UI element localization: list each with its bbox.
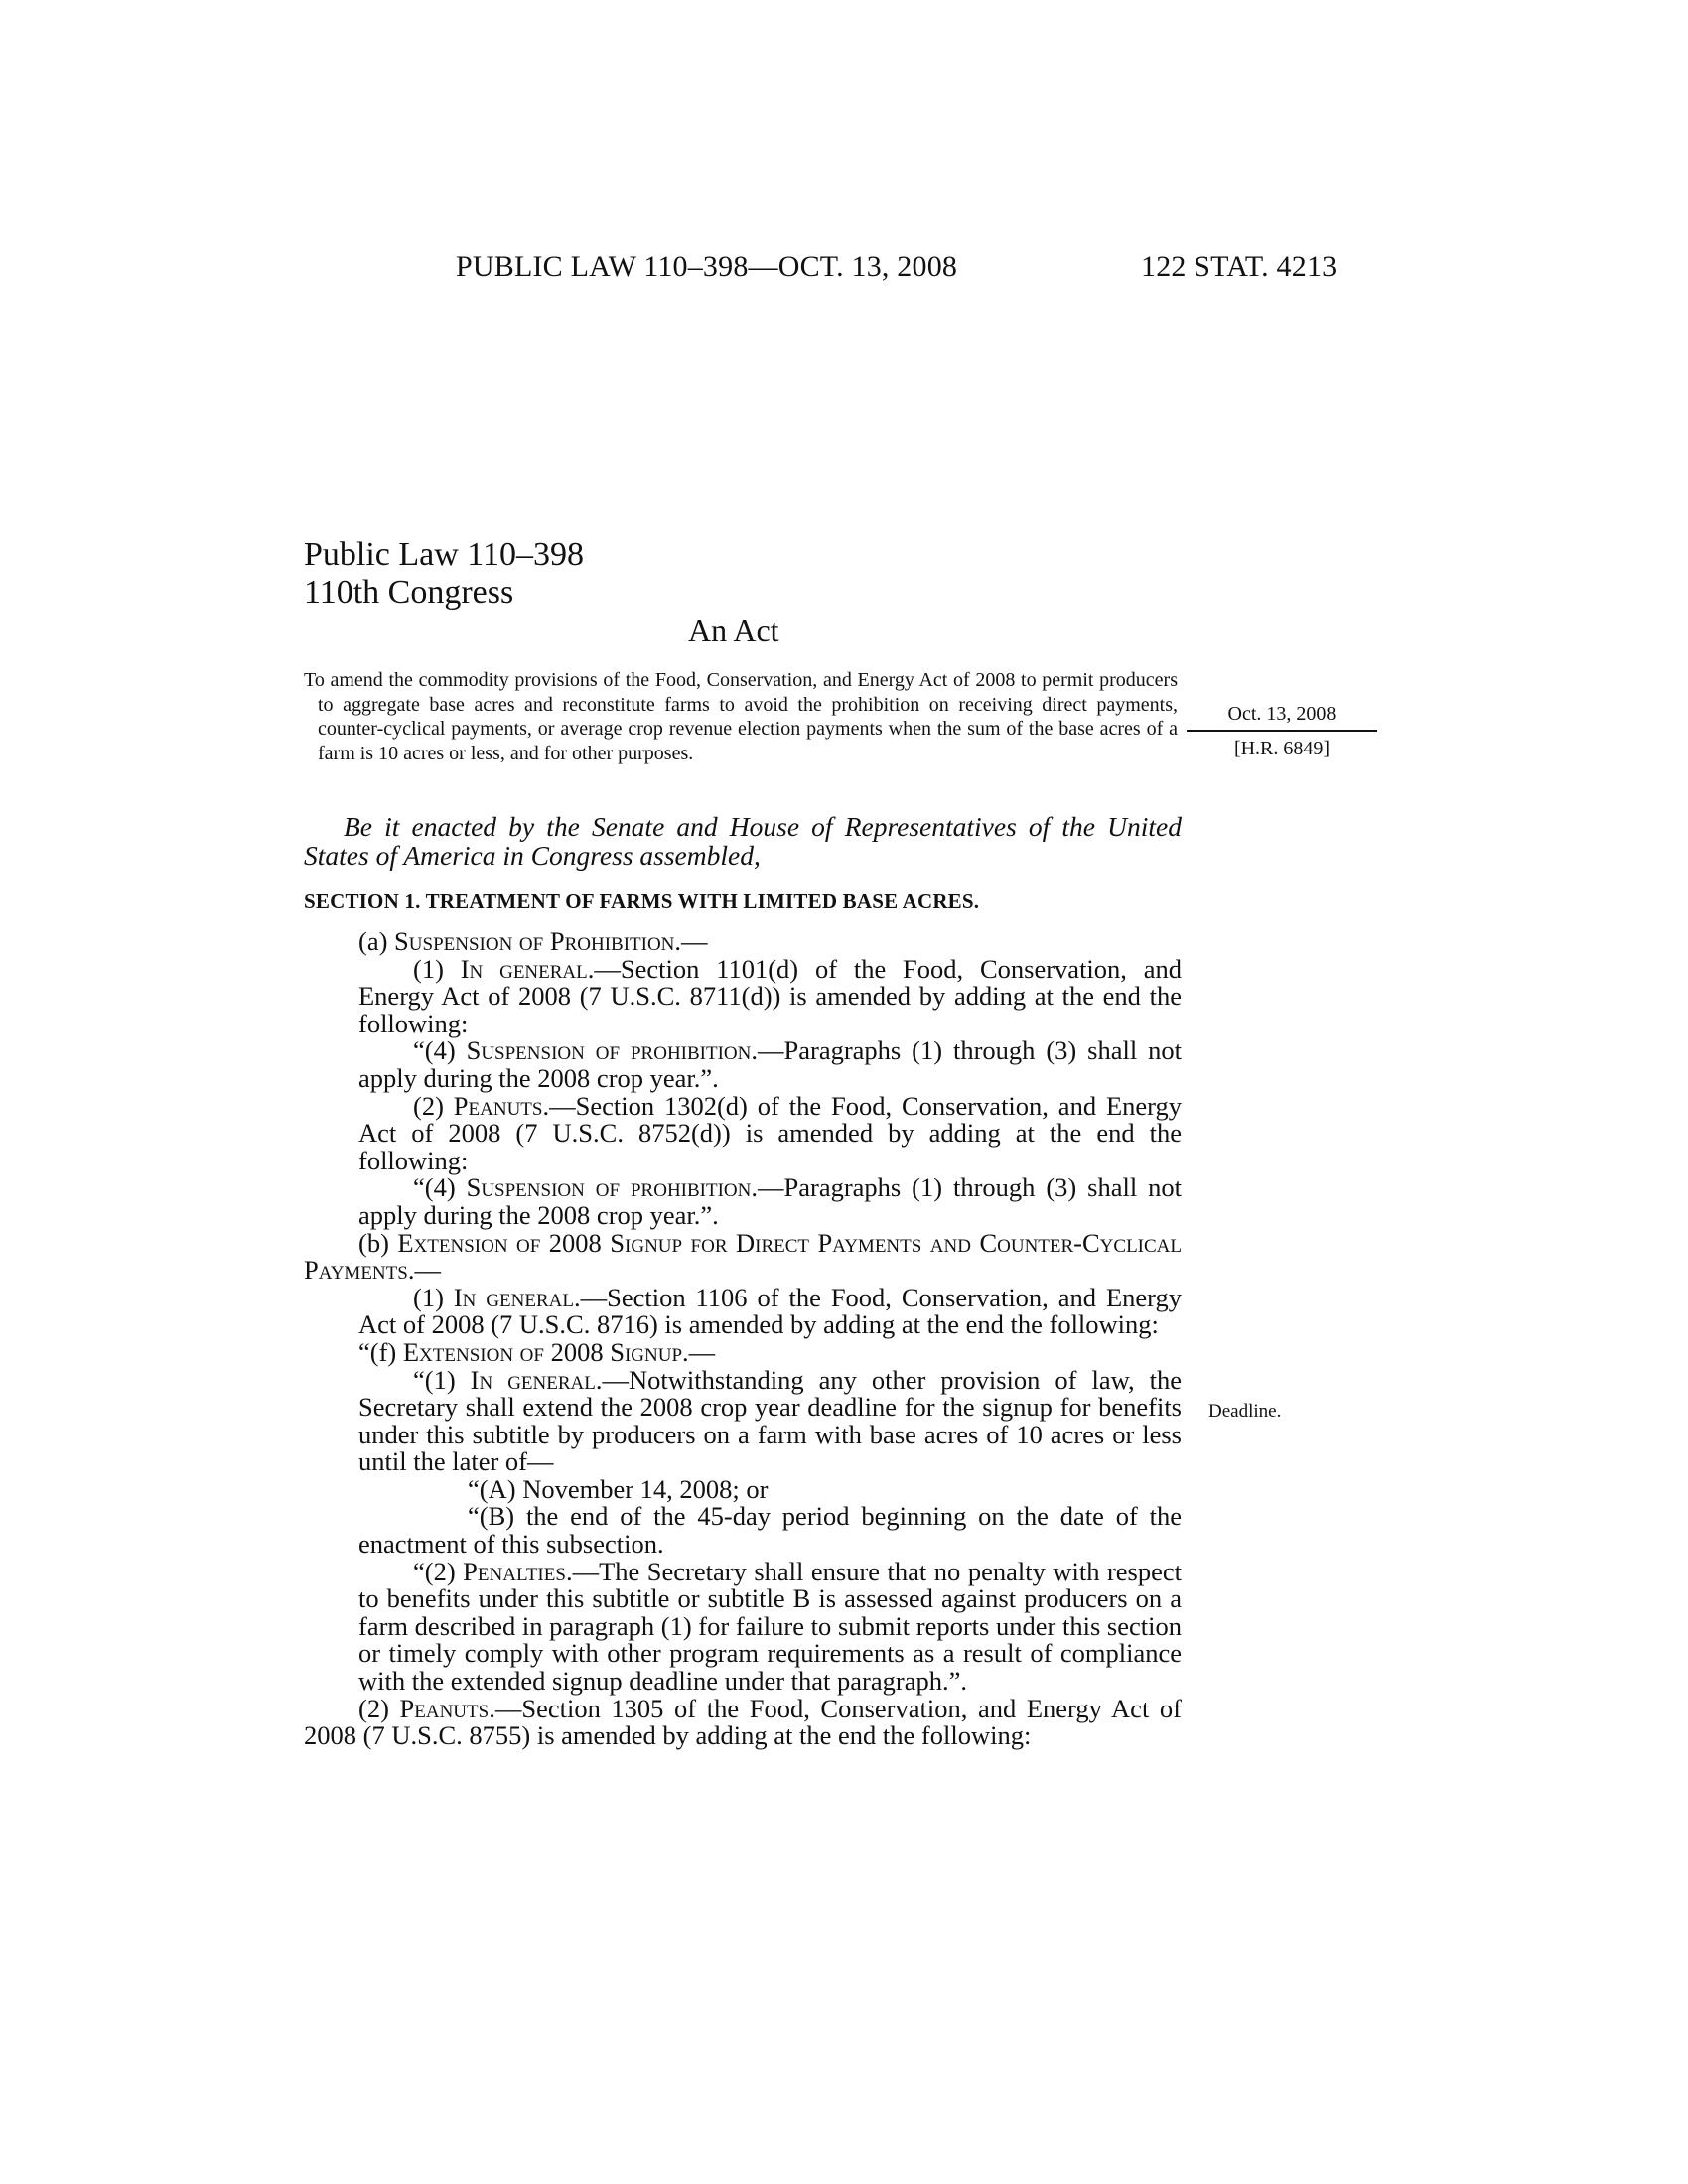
section-heading: SECTION 1. TREATMENT OF FARMS WITH LIMITED BASE ACRES. — [304, 889, 980, 913]
paragraph: (1) In general.—Section 1106 of the Food, Conservation, and Energy Act of 2008 (7 U.S.C. 8716) is amended by adding at the end the following: — [358, 1282, 1182, 1340]
paragraph: “(4) Suspension of prohibition.—Paragraphs (1) through (3) shall not apply during the 2008 crop year.”. — [358, 1172, 1182, 1230]
running-header-page: 122 STAT. 4213 — [1141, 250, 1337, 283]
paragraph: “(4) Suspension of prohibition.—Paragraphs (1) through (3) shall not apply during the 2008 crop year.”. — [358, 1035, 1182, 1093]
paragraph: “(B) the end of the 45-day period beginning on the date of the enactment of this subsection. — [358, 1501, 1182, 1560]
congress-label: 110th Congress — [304, 574, 514, 611]
section-body — [304, 928, 1182, 1750]
paragraph: “(A) November 14, 2008; or — [468, 1473, 769, 1504]
margin-date-block — [1187, 701, 1377, 761]
paragraph: (b) Extension of 2008 Signup for Direct Payments and Counter-Cyclical Payments.— — [304, 1227, 1182, 1286]
running-header-left: PUBLIC LAW 110–398—OCT. 13, 2008 — [456, 250, 958, 283]
act-purpose: To amend the commodity provisions of the Food, Conservation, and Energy Act of 2008 to permit producers to aggregate base acres and reconstitute farms to avoid the prohibition on receiving direct payments, counter-cyclical payments, or average crop revenue election payments when the sum of the base acres of a farm is 10 acres or less, and for other purposes. — [304, 669, 1178, 764]
paragraph: “(2) Penalties.—The Secretary shall ensure that no penalty with respect to benefits under this subtitle or subtitle B is assessed against producers on a farm described in paragraph (1) for failure to submit reports under this section or timely comply with other program requirements as a result of compliance with the extended signup deadline under that paragraph.”. — [358, 1556, 1182, 1697]
public-law-title: Public Law 110–398 — [304, 536, 585, 573]
paragraph: “(1) In general.—Notwithstanding any other provision of law, the Secretary shall extend the 2008 crop year deadline for the signup for benefits under this subtitle by producers on a farm with base acres of 10 acres or less until the later of— — [358, 1364, 1182, 1477]
margin-bill-number: [H.R. 6849] — [1233, 738, 1331, 759]
paragraph: (2) Peanuts.—Section 1302(d) of the Food, Conservation, and Energy Act of 2008 (7 U.S.C. 8752(d)) is amended by adding at the end the following: — [358, 1090, 1182, 1175]
paragraph: (2) Peanuts.—Section 1305 of the Food, Conservation, and Energy Act of 2008 (7 U.S.C. 8755) is amended by adding at the end the following: — [304, 1693, 1182, 1751]
paragraph: (a) Suspension of Prohibition.— — [358, 926, 708, 956]
enacting-clause: Be it enacted by the Senate and House of Representatives of the United States of America in Congress assembled, — [304, 811, 1182, 871]
paragraph: “(f) Extension of 2008 Signup.— — [358, 1336, 716, 1367]
margin-date: Oct. 13, 2008 — [1187, 701, 1377, 732]
paragraph: (1) In general.—Section 1101(d) of the Food, Conservation, and Energy Act of 2008 (7 U.S.C. 8711(d)) is amended by adding at the end the following: — [358, 953, 1182, 1038]
act-title: An Act — [688, 613, 779, 648]
margin-note-deadline: Deadline. — [1208, 1401, 1282, 1422]
